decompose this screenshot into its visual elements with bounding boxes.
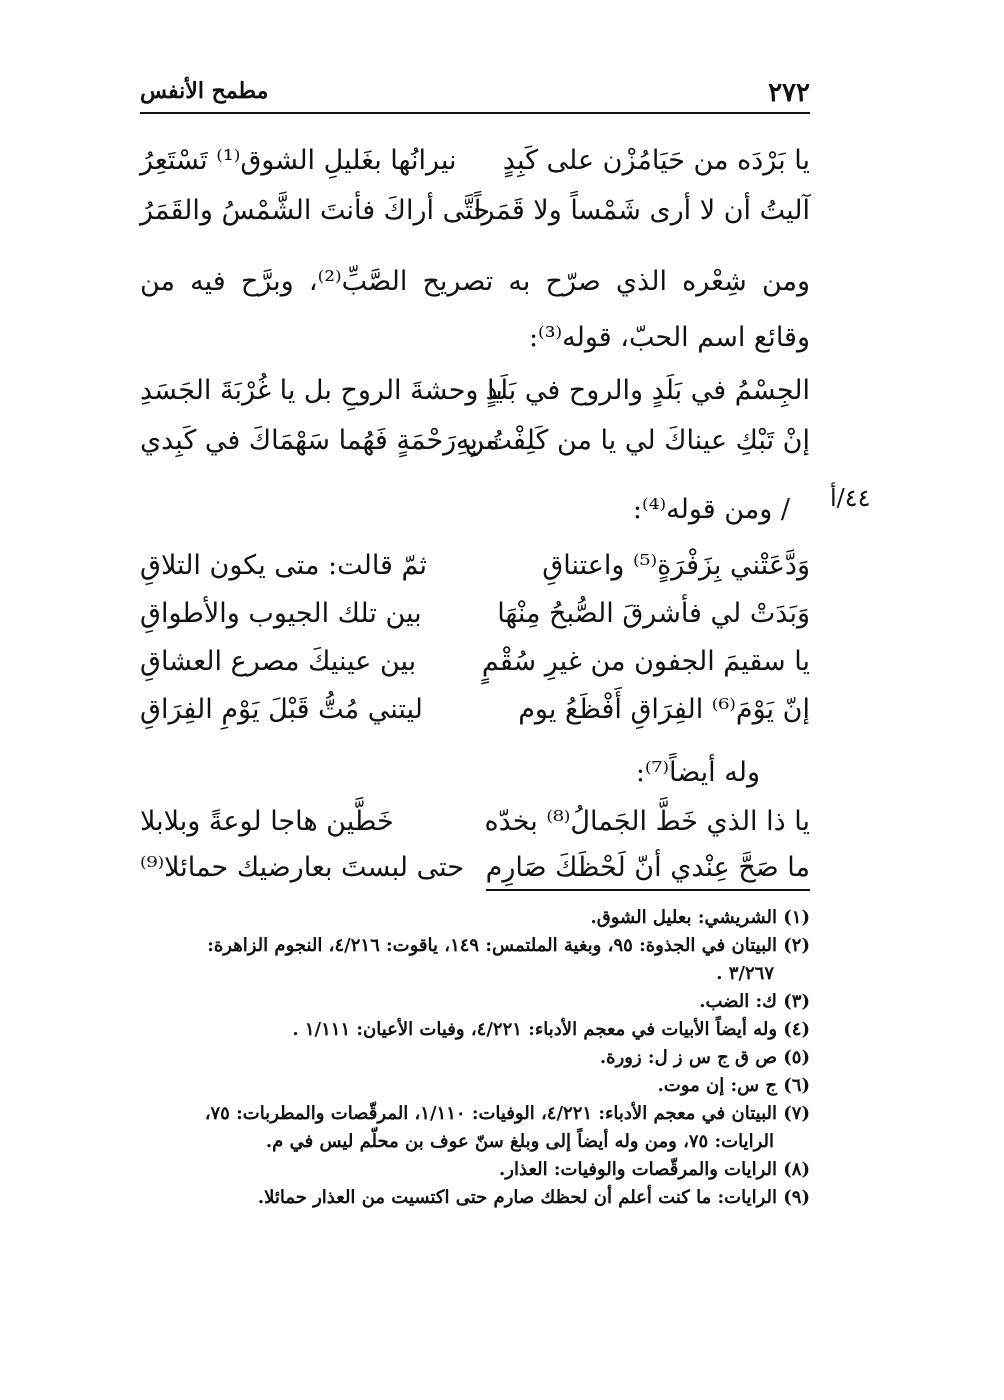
footnote: (٨) الرايات والمرقّصات والوفيات: العذار. xyxy=(499,1159,810,1180)
footnote-continuation: الرايات: ٧٥، ومن وله أيضاً إلى وبلغ سنّ عوف بن محلّم ليس في م. xyxy=(265,1131,774,1152)
verse-hemistich-second: حتى لبستَ بعارضيك حمائلا⁽⁹⁾ xyxy=(140,852,464,883)
verse-hemistich-second: يا وحشةَ الروحِ بل يا غُرْبَةَ الجَسَدِ xyxy=(140,375,503,406)
verse-hemistich-second: خَطَّين هاجا لوعةً وبلابلا xyxy=(140,806,394,837)
prose-paragraph: ومن شِعْره الذي صرّح به تصريح الصَّبِّ⁽²⁾، وبرَّح فيه من وقائع اسم الحبّ، قوله⁽³⁾: xyxy=(140,266,810,353)
verse-hemistich-second: ليتني مُتُّ قَبْلَ يَوْمِ الفِرَاقِ xyxy=(140,694,423,725)
verse-hemistich-first: إنّ يَوْمَ⁽⁶⁾ الفِرَاقِ أَفْظَعُ يوم xyxy=(518,694,810,725)
verse-hemistich-first: يا بَرْدَه من حَيَامُزْن على كَبِدٍ xyxy=(502,145,810,176)
footnote: (٥) ص ق ج س ز ل: زورة. xyxy=(599,1047,810,1068)
verse-line xyxy=(140,145,810,193)
verse-hemistich-first: الجِسْمُ في بَلَدٍ والروح في بَلَدٍ xyxy=(485,375,810,406)
prose-intro: / ومن قوله⁽⁴⁾: xyxy=(632,494,790,525)
verse-line xyxy=(140,375,810,423)
verse-line xyxy=(140,425,810,473)
book-title: مطمح الأنفس xyxy=(140,78,269,104)
verse-hemistich-second: ثمّ قالت: متى يكون التلاقِ xyxy=(140,550,428,581)
verse-hemistich-first: ما صَحَّ عِنْدي أنّ لَحْظَكَ صَارِم xyxy=(486,852,810,891)
footnotes xyxy=(140,905,810,1213)
verse-line xyxy=(140,550,810,598)
footnote: (٧) البيتان في معجم الأدباء: ٤/٢٢١، الوفيات: ١/١١٠، المرقّصات والمطربات: ٧٥، xyxy=(204,1103,810,1124)
verse-line xyxy=(140,694,810,742)
verse-line xyxy=(140,806,810,854)
verse-line xyxy=(140,852,810,900)
verse-hemistich-second: حتَّى أراكَ فأنتَ الشَّمْسُ والقَمَرُ xyxy=(140,195,490,226)
footnote: (٩) الرايات: ما كنت أعلم أن لحظك صارم حتى اكتسيت من العذار حمائلا. xyxy=(257,1187,810,1208)
verse-hemistich-second: بين تلك الجيوب والأطواقِ xyxy=(140,598,422,629)
verse-hemistich-second: نيرانُها بغَليلِ الشوق⁽¹⁾ تَسْتَعِرُ xyxy=(140,145,457,176)
footnote: (٤) وله أيضاً الأبيات في معجم الأدباء: ٤/٢٢١، وفيات الأعيان: ١/١١١ . xyxy=(292,1019,810,1040)
prose-intro: وله أيضاً⁽⁷⁾: xyxy=(635,757,760,788)
footnote: (١) الشريشي: بعليل الشوق. xyxy=(590,907,810,928)
verse-hemistich-second: بين عينيكَ مصرع العشاقِ xyxy=(140,646,417,677)
verse-line xyxy=(140,646,810,694)
verse-hemistich-first: إنْ تَبْكِ عيناكَ لي يا من كَلِفْتُ بِهِ xyxy=(455,425,810,456)
verse-hemistich-first: وَبَدَتْ لي فأشرقَ الصُّبحُ مِنْهَا xyxy=(497,598,810,629)
verse-hemistich-first: يا ذا الذي خَطَّ الجَمالُ⁽⁸⁾ بخدّه xyxy=(484,806,810,837)
verse-line xyxy=(140,598,810,646)
page-number: ٢٧٢ xyxy=(768,78,810,108)
verse-line xyxy=(140,195,810,243)
footnote-continuation: ٣/٢٦٧ . xyxy=(716,963,774,984)
verse-hemistich-second: من رَحْمَةٍ فَهُما سَهْمَاكَ في كَبِدي xyxy=(140,425,500,456)
verse-hemistich-first: وَدَّعَتْني بِزَفْرَةٍ⁽⁵⁾ واعتناقِ xyxy=(542,550,810,581)
verse-hemistich-first: يا سقيمَ الجفون من غيرِ سُقْمٍ xyxy=(481,646,810,677)
running-header xyxy=(140,78,810,114)
footnote: (٦) ج س: إن موت. xyxy=(657,1075,810,1096)
margin-folio-reference: ٤٤/أ xyxy=(830,484,871,512)
footnote: (٣) ك: الضب. xyxy=(699,991,810,1012)
footnote: (٢) البيتان في الجذوة: ٩٥، وبغية الملتمس: ١٤٩، ياقوت: ٤/٢١٦، النجوم الزاهرة: xyxy=(207,935,810,956)
verse-hemistich-first: آليتُ أن لا أرى شَمْساً ولا قَمَراً xyxy=(473,195,810,226)
